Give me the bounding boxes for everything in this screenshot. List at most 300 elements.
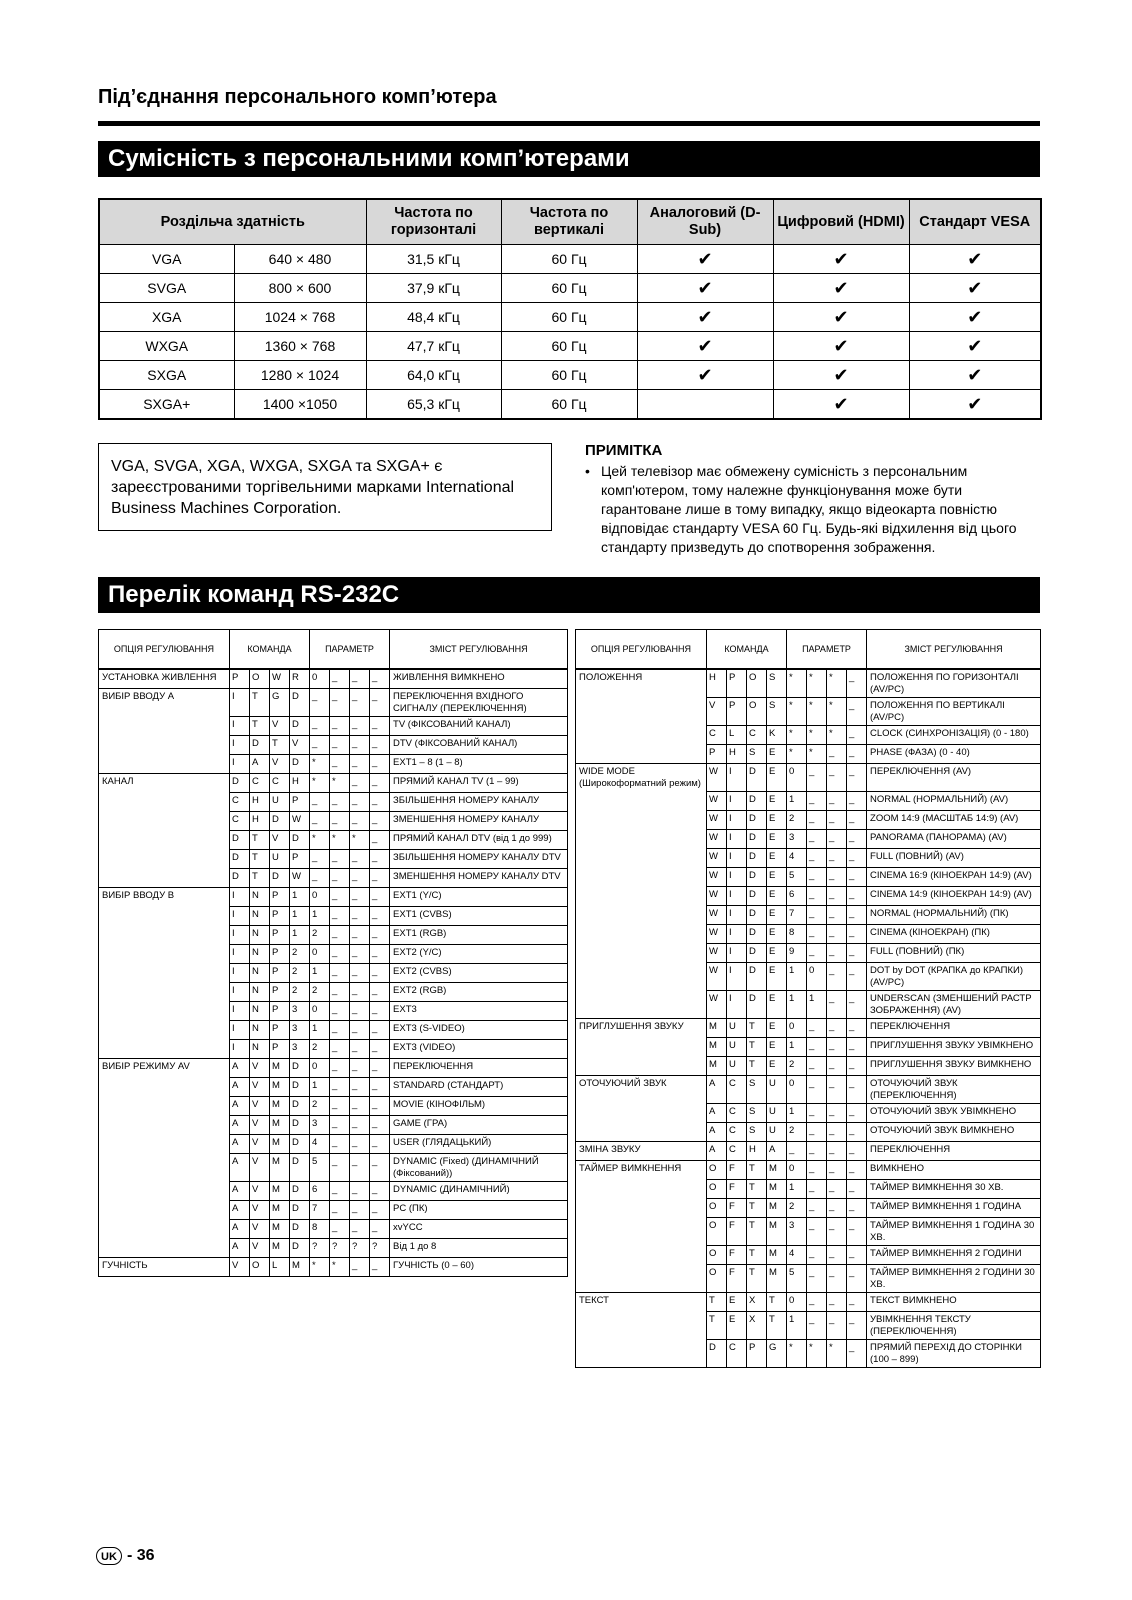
parameter-char: _: [827, 1037, 847, 1056]
command-char: D: [747, 867, 767, 886]
command-char: S: [747, 1103, 767, 1122]
parameter-char: _: [370, 888, 390, 907]
parameter-char: 5: [787, 1264, 807, 1292]
command-char: T: [767, 1292, 787, 1311]
parameter-char: *: [310, 1258, 330, 1277]
option-cell: [99, 1021, 230, 1040]
command-row: [576, 886, 1041, 905]
parameter-char: _: [847, 1179, 867, 1198]
command-row: [576, 962, 1041, 990]
parameter-char: _: [370, 1258, 390, 1277]
parameter-char: _: [310, 717, 330, 736]
command-row: [576, 791, 1041, 810]
resolution-cell: 1280 × 1024: [234, 361, 366, 390]
command-char: V: [230, 1258, 250, 1277]
command-char: X: [747, 1311, 767, 1339]
command-char: O: [250, 669, 270, 689]
command-char: I: [727, 829, 747, 848]
vesa-check: ✔: [909, 361, 1041, 390]
command-row: [576, 1056, 1041, 1075]
parameter-char: _: [847, 1264, 867, 1292]
option-cell: [99, 850, 230, 869]
command-char: V: [250, 1201, 270, 1220]
command-row: [99, 1078, 568, 1097]
note-text: Цей телевізор має обмежену сумісність з персональним комп'ютером, тому належне функціонування може бути гарантоване лише в тому випадку, якщо відеокарта повністю відповідає стандарту VESA 60 Гц. Будь-які відхилення від цього стандарту призведуть до спотворення зображення.: [601, 463, 1017, 555]
resolution-cell: 640 × 480: [234, 245, 366, 274]
parameter-char: _: [330, 1116, 350, 1135]
standard-cell: XGA: [99, 303, 234, 332]
command-char: S: [767, 669, 787, 698]
option-cell: [576, 1122, 707, 1141]
command-char: V: [290, 736, 310, 755]
command-char: M: [270, 1201, 290, 1220]
command-char: D: [747, 886, 767, 905]
parameter-char: _: [330, 850, 350, 869]
command-char: H: [707, 669, 727, 698]
command-row: [99, 1002, 568, 1021]
command-char: M: [270, 1059, 290, 1078]
command-char: V: [270, 755, 290, 774]
content-cell: EXT3 (S-VIDEO): [390, 1021, 568, 1040]
parameter-char: _: [350, 869, 370, 888]
command-char: T: [747, 1245, 767, 1264]
parameter-char: _: [847, 698, 867, 726]
command-char: D: [747, 905, 767, 924]
command-char: V: [270, 717, 290, 736]
command-char: T: [747, 1018, 767, 1037]
trademark-box: VGA, SVGA, XGA, WXGA, SXGA та SXGA+ є зареєстрованими торгівельними марками International Business Machines Corporation.: [98, 443, 552, 531]
parameter-char: _: [350, 1182, 370, 1201]
parameter-char: _: [827, 1018, 847, 1037]
option-cell: [576, 791, 707, 810]
option-cell: [99, 717, 230, 736]
parameter-char: 0: [807, 962, 827, 990]
command-row: [99, 1097, 568, 1116]
parameter-char: _: [847, 1037, 867, 1056]
command-char: D: [230, 869, 250, 888]
command-row: [576, 1245, 1041, 1264]
command-char: N: [250, 1002, 270, 1021]
parameter-char: _: [847, 1141, 867, 1160]
option-cell: [576, 1103, 707, 1122]
parameter-char: _: [370, 1201, 390, 1220]
parameter-char: 1: [310, 1021, 330, 1040]
parameter-char: 1: [787, 1311, 807, 1339]
command-char: I: [727, 764, 747, 792]
command-char: 1: [290, 888, 310, 907]
parameter-char: *: [787, 1339, 807, 1367]
content-cell: ТЕКСТ ВИМКНЕНО: [867, 1292, 1041, 1311]
option-cell: [99, 1116, 230, 1135]
parameter-char: *: [807, 698, 827, 726]
parameter-char: *: [787, 745, 807, 764]
parameter-char: 2: [310, 926, 330, 945]
parameter-char: _: [350, 774, 370, 793]
command-char: A: [707, 1122, 727, 1141]
parameter-char: 0: [787, 1018, 807, 1037]
option-cell: [99, 945, 230, 964]
compat-row: [99, 390, 1041, 420]
command-row: [99, 850, 568, 869]
content-cell: ПРЯМИЙ ПЕРЕХІД ДО СТОРІНКИ (100 – 899): [867, 1339, 1041, 1367]
parameter-char: _: [330, 1201, 350, 1220]
command-char: 1: [290, 926, 310, 945]
parameter-char: *: [807, 669, 827, 698]
content-cell: PC (ПК): [390, 1201, 568, 1220]
parameter-char: _: [350, 755, 370, 774]
compat-table: [98, 198, 1042, 420]
parameter-char: _: [330, 1154, 350, 1182]
parameter-char: _: [847, 1056, 867, 1075]
command-char: O: [707, 1264, 727, 1292]
option-cell: [576, 1198, 707, 1217]
command-char: M: [270, 1097, 290, 1116]
parameter-char: _: [847, 962, 867, 990]
parameter-char: _: [370, 1182, 390, 1201]
parameter-char: _: [350, 1220, 370, 1239]
parameter-char: _: [370, 1002, 390, 1021]
command-char: E: [767, 867, 787, 886]
parameter-char: 7: [310, 1201, 330, 1220]
command-char: 3: [290, 1021, 310, 1040]
resolution-cell: 1400 ×1050: [234, 390, 366, 420]
command-char: D: [747, 848, 767, 867]
option-cell: [576, 848, 707, 867]
content-cell: xvYCC: [390, 1220, 568, 1239]
command-row: [576, 1217, 1041, 1245]
parameter-char: _: [827, 962, 847, 990]
parameter-char: 2: [787, 810, 807, 829]
command-char: E: [767, 962, 787, 990]
command-row: [99, 1201, 568, 1220]
command-char: D: [290, 831, 310, 850]
command-char: R: [290, 669, 310, 689]
command-char: C: [727, 1122, 747, 1141]
content-cell: ЗМЕНШЕННЯ НОМЕРУ КАНАЛУ: [390, 812, 568, 831]
content-cell: GAME (ГРА): [390, 1116, 568, 1135]
parameter-char: *: [807, 1339, 827, 1367]
command-char: I: [230, 964, 250, 983]
parameter-char: _: [330, 736, 350, 755]
parameter-char: _: [350, 1116, 370, 1135]
col-command: КОМАНДА: [230, 630, 310, 670]
command-char: A: [707, 1075, 727, 1103]
command-char: I: [230, 983, 250, 1002]
content-cell: ПЕРЕКЛЮЧЕННЯ: [867, 1141, 1041, 1160]
rs232-title-bar: Перелік команд RS-232C: [98, 577, 1040, 613]
parameter-char: _: [350, 1040, 370, 1059]
parameter-char: _: [330, 1002, 350, 1021]
content-cell: PHASE (ФАЗА) (0 - 40): [867, 745, 1041, 764]
command-char: D: [747, 962, 767, 990]
command-char: T: [747, 1217, 767, 1245]
command-char: I: [230, 717, 250, 736]
parameter-char: _: [847, 1075, 867, 1103]
command-char: P: [270, 1002, 290, 1021]
command-char: D: [290, 1116, 310, 1135]
command-char: I: [727, 990, 747, 1018]
hfreq-cell: 64,0 кГц: [366, 361, 501, 390]
parameter-char: _: [847, 810, 867, 829]
parameter-char: _: [350, 926, 370, 945]
command-row: [99, 1154, 568, 1182]
command-char: C: [747, 726, 767, 745]
command-char: I: [727, 810, 747, 829]
option-cell: ОТОЧУЮЧИЙ ЗВУК: [576, 1075, 707, 1103]
standard-cell: SXGA+: [99, 390, 234, 420]
command-char: M: [270, 1154, 290, 1182]
command-char: D: [290, 1239, 310, 1258]
command-char: P: [270, 964, 290, 983]
page-footer: [96, 1547, 155, 1565]
parameter-char: _: [827, 1103, 847, 1122]
parameter-char: _: [330, 888, 350, 907]
command-char: T: [250, 850, 270, 869]
command-char: A: [230, 1182, 250, 1201]
command-row: [576, 1311, 1041, 1339]
command-char: C: [727, 1141, 747, 1160]
parameter-char: _: [827, 1311, 847, 1339]
command-char: E: [767, 924, 787, 943]
command-char: W: [707, 829, 727, 848]
command-char: I: [230, 1002, 250, 1021]
command-char: G: [767, 1339, 787, 1367]
command-row: [99, 945, 568, 964]
parameter-char: _: [847, 1198, 867, 1217]
command-char: A: [707, 1103, 727, 1122]
col-option: ОПЦІЯ РЕГУЛЮВАННЯ: [99, 630, 230, 670]
command-row: [99, 926, 568, 945]
option-cell: [576, 1311, 707, 1339]
content-cell: CINEMA 16:9 (КІНОЕКРАН 14:9) (AV): [867, 867, 1041, 886]
parameter-char: 0: [310, 945, 330, 964]
command-char: 1: [290, 907, 310, 926]
command-char: N: [250, 983, 270, 1002]
command-char: V: [250, 1239, 270, 1258]
command-char: C: [230, 793, 250, 812]
command-row: [99, 869, 568, 888]
command-char: D: [707, 1339, 727, 1367]
command-char: I: [727, 867, 747, 886]
parameter-char: _: [350, 812, 370, 831]
command-char: A: [230, 1078, 250, 1097]
command-char: N: [250, 1040, 270, 1059]
command-char: A: [230, 1154, 250, 1182]
parameter-char: _: [827, 990, 847, 1018]
command-char: W: [707, 810, 727, 829]
option-cell: ЗМІНА ЗВУКУ: [576, 1141, 707, 1160]
command-char: D: [747, 943, 767, 962]
parameter-char: _: [330, 1040, 350, 1059]
parameter-char: _: [827, 1245, 847, 1264]
command-char: T: [747, 1264, 767, 1292]
header-vesa: Стандарт VESA: [909, 199, 1041, 245]
content-cell: UNDERSCAN (ЗМЕНШЕНИЙ РАСТР ЗОБРАЖЕННЯ) (AV): [867, 990, 1041, 1018]
command-char: V: [250, 1220, 270, 1239]
command-char: M: [270, 1116, 290, 1135]
parameter-char: _: [310, 812, 330, 831]
content-cell: ПРИГЛУШЕННЯ ЗВУКУ УВІМКНЕНО: [867, 1037, 1041, 1056]
command-row: [99, 1040, 568, 1059]
command-row: [576, 1160, 1041, 1179]
command-char: D: [290, 1059, 310, 1078]
section-heading: Під’єднання персонального комп’ютера: [98, 86, 497, 108]
command-row: [576, 1141, 1041, 1160]
command-char: N: [250, 907, 270, 926]
parameter-char: 0: [310, 888, 330, 907]
vesa-check: ✔: [909, 245, 1041, 274]
command-char: U: [727, 1018, 747, 1037]
command-row: [99, 793, 568, 812]
parameter-char: *: [787, 726, 807, 745]
content-cell: ПОЛОЖЕННЯ ПО ВЕРТИКАЛІ (AV/PC): [867, 698, 1041, 726]
command-char: O: [707, 1217, 727, 1245]
parameter-char: _: [847, 1018, 867, 1037]
parameter-char: _: [350, 983, 370, 1002]
command-row: [576, 726, 1041, 745]
parameter-char: *: [787, 669, 807, 698]
command-char: D: [747, 829, 767, 848]
command-char: I: [727, 848, 747, 867]
command-char: H: [250, 793, 270, 812]
parameter-char: *: [330, 831, 350, 850]
parameter-char: _: [847, 943, 867, 962]
parameter-char: _: [330, 1182, 350, 1201]
parameter-char: _: [350, 1258, 370, 1277]
parameter-char: _: [350, 907, 370, 926]
command-row: [576, 867, 1041, 886]
option-cell: [99, 1002, 230, 1021]
command-char: A: [230, 1059, 250, 1078]
parameter-char: _: [847, 1122, 867, 1141]
command-char: W: [707, 764, 727, 792]
vfreq-cell: 60 Гц: [501, 245, 637, 274]
parameter-char: 4: [310, 1135, 330, 1154]
parameter-char: 2: [787, 1056, 807, 1075]
parameter-char: _: [350, 669, 370, 689]
command-char: T: [250, 831, 270, 850]
command-row: [99, 831, 568, 850]
command-char: P: [270, 1021, 290, 1040]
command-char: C: [727, 1339, 747, 1367]
command-char: I: [727, 886, 747, 905]
command-char: F: [727, 1217, 747, 1245]
command-row: [99, 717, 568, 736]
parameter-char: _: [847, 848, 867, 867]
command-char: I: [230, 1021, 250, 1040]
command-char: A: [230, 1220, 250, 1239]
parameter-char: _: [370, 689, 390, 717]
content-cell: ОТОЧУЮЧИЙ ЗВУК (ПЕРЕКЛЮЧЕННЯ): [867, 1075, 1041, 1103]
parameter-char: _: [370, 1116, 390, 1135]
content-cell: EXT2 (RGB): [390, 983, 568, 1002]
command-row: [99, 888, 568, 907]
command-char: M: [767, 1264, 787, 1292]
command-char: A: [767, 1141, 787, 1160]
vfreq-cell: 60 Гц: [501, 390, 637, 420]
parameter-char: *: [310, 831, 330, 850]
parameter-char: _: [370, 869, 390, 888]
parameter-char: _: [827, 943, 847, 962]
parameter-char: _: [350, 1154, 370, 1182]
parameter-char: _: [847, 726, 867, 745]
command-row: [99, 907, 568, 926]
vesa-check: ✔: [909, 390, 1041, 420]
command-char: 3: [290, 1040, 310, 1059]
option-cell: [576, 1179, 707, 1198]
parameter-char: _: [350, 888, 370, 907]
command-row: [576, 1037, 1041, 1056]
command-char: D: [290, 1220, 310, 1239]
command-row: [576, 1122, 1041, 1141]
command-char: H: [290, 774, 310, 793]
command-row: [99, 1135, 568, 1154]
command-char: P: [707, 745, 727, 764]
parameter-char: _: [847, 1217, 867, 1245]
standard-cell: SXGA: [99, 361, 234, 390]
command-row: [99, 736, 568, 755]
command-char: D: [747, 764, 767, 792]
parameter-char: _: [370, 850, 390, 869]
command-char: O: [250, 1258, 270, 1277]
content-cell: EXT1 (CVBS): [390, 907, 568, 926]
page-number: - 36: [127, 1547, 155, 1564]
parameter-char: *: [310, 755, 330, 774]
parameter-char: _: [827, 810, 847, 829]
option-cell: ТАЙМЕР ВИМКНЕННЯ: [576, 1160, 707, 1179]
option-cell: [576, 943, 707, 962]
parameter-char: 1: [787, 990, 807, 1018]
parameter-char: _: [847, 924, 867, 943]
command-char: P: [270, 983, 290, 1002]
parameter-char: 5: [310, 1154, 330, 1182]
content-cell: ЗБІЛЬШЕННЯ НОМЕРУ КАНАЛУ DTV: [390, 850, 568, 869]
parameter-char: _: [827, 886, 847, 905]
command-char: L: [727, 726, 747, 745]
col-option: ОПЦІЯ РЕГУЛЮВАННЯ: [576, 630, 707, 670]
command-char: M: [707, 1037, 727, 1056]
parameter-char: _: [330, 1078, 350, 1097]
parameter-char: _: [847, 829, 867, 848]
parameter-char: 0: [787, 1292, 807, 1311]
command-row: [576, 669, 1041, 698]
parameter-char: _: [807, 886, 827, 905]
content-cell: EXT1 (RGB): [390, 926, 568, 945]
parameter-char: _: [310, 869, 330, 888]
parameter-char: _: [310, 793, 330, 812]
parameter-char: _: [330, 1135, 350, 1154]
parameter-char: 0: [787, 1160, 807, 1179]
content-cell: PANORAMA (ПАНОРАМА) (AV): [867, 829, 1041, 848]
parameter-char: 1: [787, 1179, 807, 1198]
command-char: W: [290, 812, 310, 831]
command-row: [576, 764, 1041, 792]
command-char: M: [767, 1160, 787, 1179]
digital-check: ✔: [773, 361, 909, 390]
parameter-char: _: [847, 867, 867, 886]
option-cell: [576, 1217, 707, 1245]
col-command: КОМАНДА: [707, 630, 787, 670]
command-row: [99, 964, 568, 983]
parameter-char: _: [370, 793, 390, 812]
parameter-char: _: [310, 689, 330, 717]
command-row: [576, 943, 1041, 962]
command-char: W: [707, 990, 727, 1018]
command-row: [99, 1116, 568, 1135]
parameter-char: _: [350, 945, 370, 964]
parameter-char: _: [350, 736, 370, 755]
parameter-char: _: [350, 1097, 370, 1116]
